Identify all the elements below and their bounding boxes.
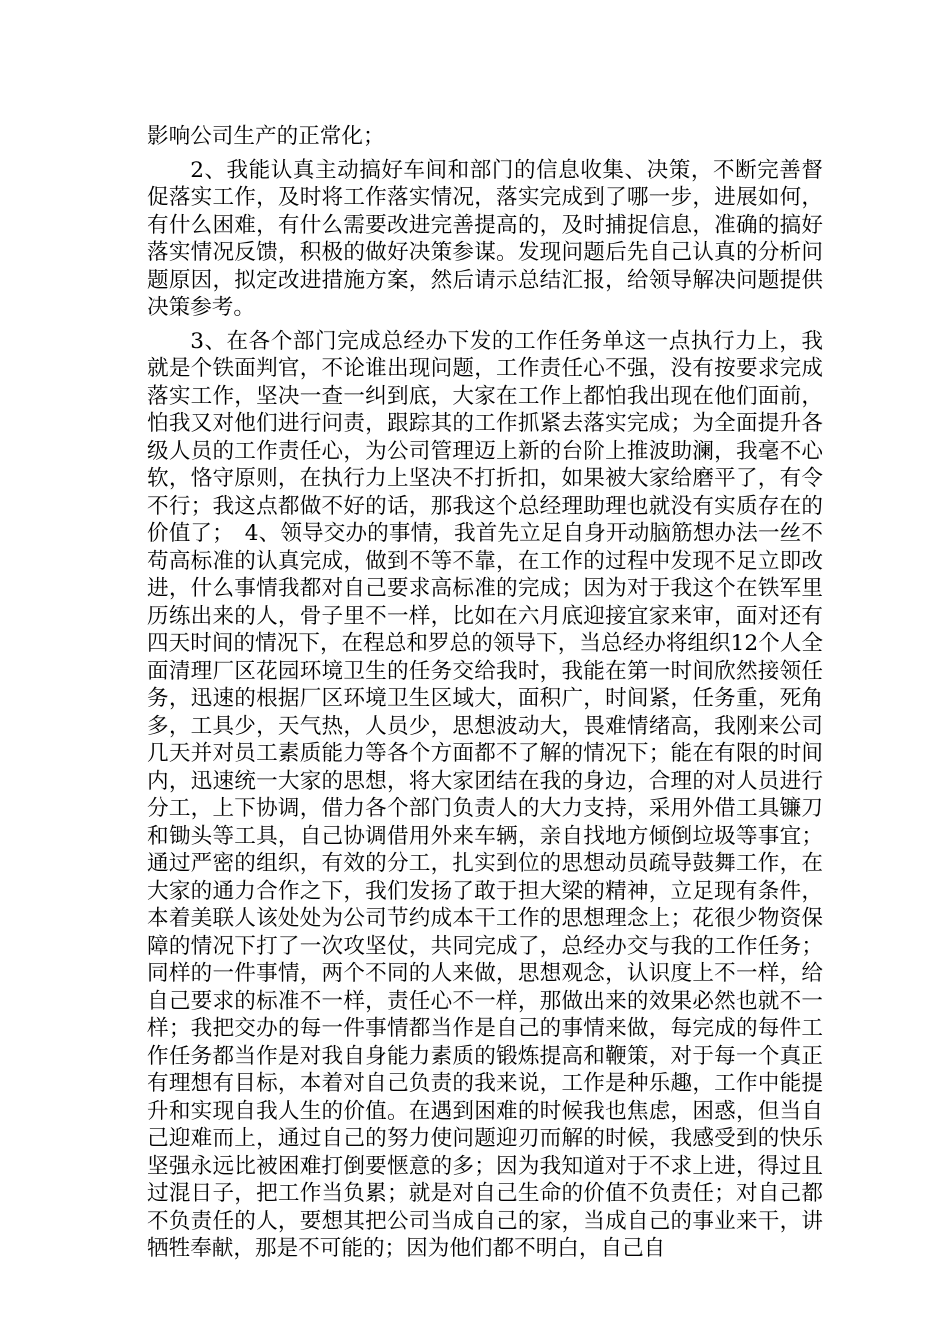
paragraph-continuation: 影响公司生产的正常化； <box>147 124 385 149</box>
paragraph-item-2: 2、我能认真主动搞好车间和部门的信息收集、决策，不断完善督促落实工作，及时将工作落实情况，落实完成到了哪一步，进展如何，有什么困难，有什么需要改进完善提高的，及时捕捉信息，准确的搞好落实情况反馈，积极的做好决策参谋。发现问题后先自己认真的分析问题原因，拟定改进措施方案，然后请示总结汇报，给领导解决问题提供决策参考。 <box>147 157 823 320</box>
document-body <box>147 123 823 1263</box>
paragraph-item-3-4: 3、在各个部门完成总经办下发的工作任务单这一点执行力上，我就是个铁面判官，不论谁出现问题，工作责任心不强，没有按要求完成落实工作，坚决一查一纠到底，大家在工作上都怕我出现在他们面前，怕我又对他们进行问责，跟踪其的工作抓紧去落实完成；为全面提升各级人员的工作责任心，为公司管理迈上新的台阶上推波助澜，我毫不心软，恪守原则，在执行力上坚决不打折扣，如果被大家给磨平了，有令不行；我这点都做不好的话，那我这个总经理助理也就没有实质存在的价值了； 4、领导交办的事情，我首先立足自身开动脑筋想办法一丝不苟高标准的认真完成，做到不等不靠，在工作的过程中发现不足立即改进，什么事情我都对自己要求高标准的完成；因为对于我这个在铁军里历练出来的人，骨子里不一样，比如在六月底迎接宜家来审，面对还有四天时间的情况下，在程总和罗总的领导下，当总经办将组织12个人全面清理厂区花园环境卫生的任务交给我时，我能在第一时间欣然接领任务，迅速的根据厂区环境卫生区域大，面积广，时间紧，任务重，死角多，工具少，天气热，人员少，思想波动大，畏难情绪高，我刚来公司几天并对员工素质能力等各个方面都不了解的情况下；能在有限的时间内，迅速统一大家的思想，将大家团结在我的身边，合理的对人员进行分工，上下协调，借力各个部门负责人的大力支持，采用外借工具镰刀和锄头等工具，自己协调借用外来车辆，亲自找地方倾倒垃圾等事宜；通过严密的组织，有效的分工，扎实到位的思想动员疏导鼓舞工作，在大家的通力合作之下，我们发扬了敢于担大梁的精神，立足现有条件，本着美联人该处处为公司节约成本干工作的思想理念上；花很少物资保障的情况下打了一次攻坚仗，共同完成了，总经办交与我的工作任务；同样的一件事情，两个不同的人来做，思想观念，认识度上不一样，给自己要求的标准不一样，责任心不一样，那做出来的效果必然也就不一样；我把交办的每一件事情都当作是自己的事情来做，每完成的每件工作任务都当作是对我自身能力素质的锻炼提高和鞭策，对于每一个真正有理想有目标，本着对自己负责的我来说，工作是种乐趣，工作中能提升和实现自我人生的价值。在遇到困难的时候我也焦虑，困惑，但当自己迎难而上，通过自己的努力使问题迎刃而解的时候，我感受到的快乐坚强永远比被困难打倒要惬意的多；因为我知道对于不求上进，得过且过混日子，把工作当负累；就是对自己生命的价值不负责任；对自己都不负责任的人，要想其把公司当成自己的家，当成自己的事业来干，讲牺牲奉献，那是不可能的；因为他们都不明白，自己自 <box>147 328 823 1261</box>
